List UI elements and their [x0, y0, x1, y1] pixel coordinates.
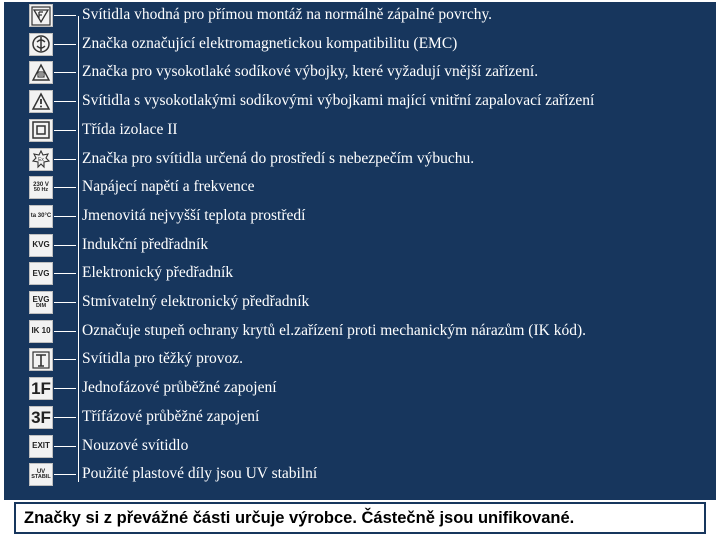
item-description: Svítidla pro těžký provoz.: [82, 350, 243, 368]
footer-note: Značky si z převážné části určuje výrobce. Částečně jsou unifikované.: [24, 509, 575, 527]
f-marking-icon: [29, 4, 53, 27]
connector-arrow: [54, 187, 76, 188]
heavy-duty-icon: [29, 348, 53, 371]
item-description: Jednofázové průběžné zapojení: [82, 379, 277, 397]
legend-item: [4, 2, 716, 29]
connector-arrow: [54, 273, 76, 274]
connector-arrow: [54, 302, 76, 303]
legend-item: [4, 232, 716, 259]
icon-label: EVG: [32, 268, 50, 278]
icon-label: EXIT: [32, 441, 50, 450]
legend-item: [4, 203, 716, 230]
connector-arrow: [54, 101, 76, 102]
voltage-icon: [29, 176, 53, 199]
ik-icon: [29, 320, 53, 343]
uv-stable-icon: [29, 463, 53, 486]
item-description: Značka pro vysokotlaké sodíkové výbojky, které vyžadují vnější zařízení.: [82, 63, 539, 81]
icon-label: 1F: [31, 379, 51, 399]
connector-arrow: [54, 72, 76, 73]
connector-arrow: [54, 474, 76, 475]
legend-item: [4, 88, 716, 115]
icon-label: 230 V 50 Hz: [33, 181, 49, 193]
sodium-warning-icon: [29, 61, 53, 84]
legend-item: [4, 375, 716, 402]
legend-panel: [4, 2, 716, 500]
connector-arrow: [54, 446, 76, 447]
emc-icon: [29, 33, 53, 56]
item-description: Indukční předřadník: [82, 235, 209, 253]
legend-item: [4, 433, 716, 460]
double-square-icon: [29, 119, 53, 142]
connector-arrow: [54, 130, 76, 131]
item-description: Svítidla s vysokotlakými sodíkovými výbojkami mající vnitřní zapalovací zařízení: [82, 92, 595, 110]
one-phase-icon: [29, 377, 53, 400]
item-description: Třída izolace II: [82, 120, 178, 138]
footer-box: [14, 502, 706, 534]
icon-label: ta 30°C: [30, 213, 52, 220]
item-description: Svítidla vhodná pro přímou montáž na normálně zápalné povrchy.: [82, 6, 493, 23]
connector-arrow: [54, 331, 76, 332]
icon-label: EVG DIM: [32, 294, 50, 309]
connector-arrow: [54, 159, 76, 160]
connector-arrow: [54, 245, 76, 246]
legend-item: [4, 461, 716, 488]
item-description: Označuje stupeň ochrany krytů el.zařízení proti mechanickým nárazům (IK kód).: [82, 321, 586, 339]
connector-arrow: [54, 216, 76, 217]
connector-arrow: [54, 44, 76, 45]
legend-item: [4, 117, 716, 144]
legend-item: [4, 59, 716, 86]
connector-arrow: [54, 417, 76, 418]
legend-item: [4, 260, 716, 287]
icon-label: UV STABIL: [31, 468, 51, 480]
item-description: Značka označující elektromagnetickou kompatibilitu (EMC): [82, 34, 458, 52]
three-phase-icon: [29, 406, 53, 429]
evg-dim-icon: [29, 291, 53, 314]
item-description: Nouzové svítidlo: [82, 436, 189, 454]
kvg-icon: [29, 234, 53, 257]
icon-label: 3F: [31, 407, 51, 427]
warning-triangle-icon: [29, 90, 53, 113]
item-description: Stmívatelný elektronický předřadník: [82, 293, 310, 310]
legend-item: [4, 289, 716, 316]
legend-item: [4, 346, 716, 373]
icon-label: KVG: [32, 240, 50, 250]
icon-label: IK 10: [31, 326, 51, 336]
evg-icon: [29, 262, 53, 285]
svg-text:Ex: Ex: [38, 157, 44, 163]
legend-item: [4, 146, 716, 173]
connector-arrow: [54, 359, 76, 360]
item-description: Elektronický předřadník: [82, 264, 234, 282]
item-description: Jmenovitá nejvyšší teplota prostředí: [82, 206, 306, 224]
item-description: Třífázové průběžné zapojení: [82, 407, 260, 425]
temperature-icon: [29, 205, 53, 228]
item-description: Napájecí napětí a frekvence: [82, 178, 255, 196]
explosion-hazard-icon: [29, 148, 53, 171]
legend-item: [4, 318, 716, 345]
legend-item: [4, 174, 716, 201]
connector-arrow: [54, 15, 76, 16]
connector-arrow: [54, 388, 76, 389]
item-description: Použité plastové díly jsou UV stabilní: [82, 465, 318, 483]
item-description: Značka pro svítidla určená do prostředí s nebezpečím výbuchu.: [82, 149, 475, 167]
exit-icon: [29, 435, 53, 458]
legend-item: [4, 31, 716, 58]
legend-item: [4, 404, 716, 431]
